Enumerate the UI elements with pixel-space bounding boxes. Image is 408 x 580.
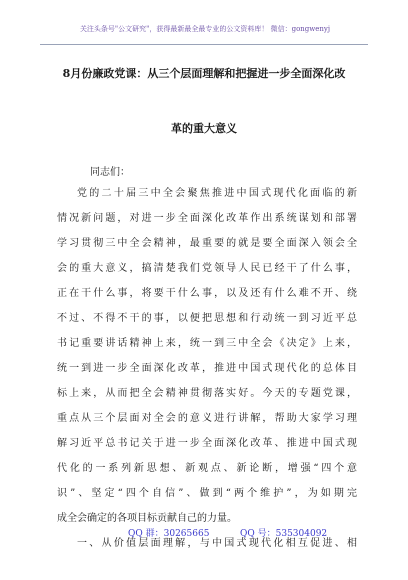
body-line-3: 学习贯彻三中全会精神，最重要的就是要全面深入领会全: [57, 238, 357, 249]
body-line-13: 识”、坚定“四个自信”、做到“两个维护”，为如期完: [57, 488, 357, 499]
header-banner: 关注头条号"公文研究"，获得最新最全最专业的公文资料库！ 微信：gongwenyj: [79, 25, 331, 33]
body-line-2: 情况新问题，对进一步全面深化改革作出系统谋划和部署: [57, 213, 357, 224]
section-heading-1: 一、从价值层面理解，与中国式现代化相互促进、相: [77, 538, 357, 549]
document-title-line-2: 革的重大意义: [171, 122, 237, 135]
body-line-12: 代化的一系列新思想、新观点、新论断，增强“四个意: [57, 463, 357, 474]
body-line-6: 不过、不得不干的事，以便把思想和行动统一到习近平总: [57, 313, 357, 324]
footer-qq-group: QQ 群：30265665: [128, 529, 210, 539]
body-line-7: 书记重要讲话精神上来，统一到三中全会《决定》上来，: [57, 338, 357, 349]
body-line-5: 正在干什么事，将要干什么事，以及还有什么难不开、绕: [57, 288, 357, 299]
body-line-14: 成全会确定的各项目标贡献自己的力量。: [57, 513, 237, 524]
body-line-11: 解习近平总书记关于进一步全面深化改革、推进中国式现: [57, 438, 357, 449]
header-divider: [40, 44, 368, 45]
document-title-line-1: 8月份廉政党课：从三个层面理解和把握进一步全面深化改: [62, 67, 346, 80]
body-line-8: 统一到进一步全面深化改革，推进中国式现代化的总体目: [57, 363, 357, 374]
body-line-10: 重点从三个层面对全会的意义进行讲解，帮助大家学习理: [57, 413, 357, 424]
greeting: 同志们：: [90, 167, 130, 178]
body-line-1: 党的二十届三中全会聚焦推进中国式现代化面临的新: [77, 188, 357, 199]
body-line-9: 标上来，从而把全会精神贯彻落实好。今天的专题党课，: [57, 388, 357, 399]
body-line-4: 会的重大意义，搞清楚我们党领导人民已经干了什么事，: [57, 263, 357, 274]
footer-qq-number: QQ 号：535304092: [240, 529, 328, 539]
